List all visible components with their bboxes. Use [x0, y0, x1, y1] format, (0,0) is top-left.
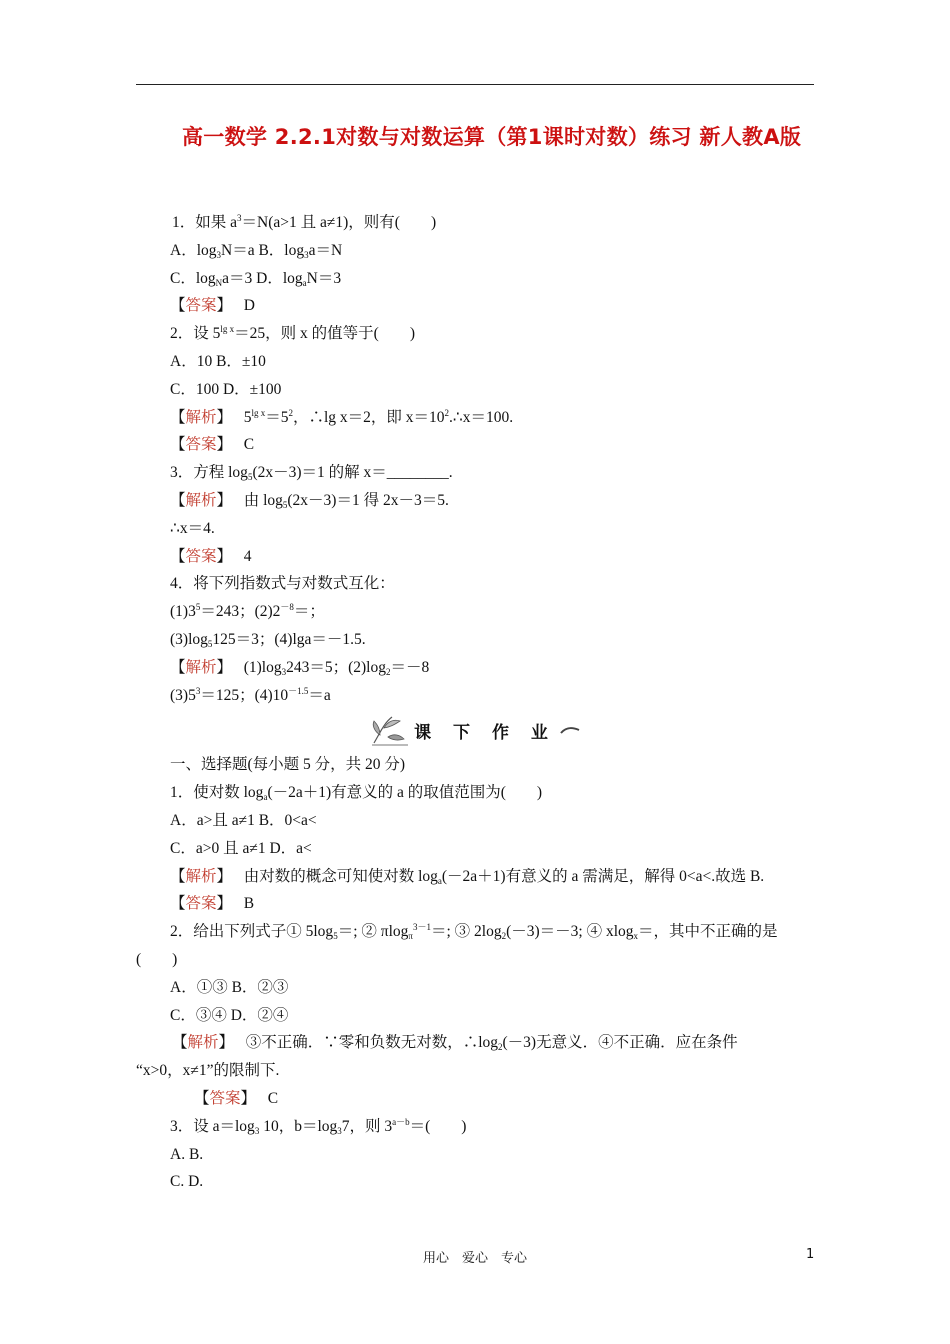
- banner-text: 课 下 作 业: [414, 722, 556, 743]
- q4-line1: $(1)3^5=243$；$(2)2^{-8}=$；: [170, 602, 325, 621]
- h1-options-cd: C．a>0 且 a≠1 D．a<: [170, 839, 312, 857]
- q4-stem: 4．将下列指数式与对数式互化：: [170, 575, 395, 593]
- h1-analysis: 【解析】 由对数的概念可知使对数 $\log_a(-2a+1)$有意义的 a 需满足，解得 0<a<.故选 B.: [170, 867, 765, 886]
- q2-options-cd: C．100 D．±100: [170, 380, 282, 398]
- h2-options-ab: A．①③ B．②③: [170, 978, 289, 996]
- q1-answer: 【答案】 D: [170, 297, 255, 315]
- section-heading: 一、选择题(每小题 5 分，共 20 分): [170, 756, 406, 774]
- h2-stem-cont: ( ): [136, 950, 178, 968]
- h1-answer: 【答案】 B: [170, 895, 255, 913]
- h3-options-cd: C. D.: [170, 1173, 204, 1191]
- footer-motto: 用心 爱心 专心: [422, 1251, 527, 1266]
- h2-stem: 2．给出下列式子① $5\log_5=$; ② πlog$_\pi^{3-1}$＝; ③ $2\log_2(-3)=-3$; ④ xlog$_x$＝，其中不正确的是: [170, 922, 778, 942]
- h2-options-cd: C．③④ D．②④: [170, 1006, 289, 1024]
- section-banner: [136, 709, 814, 751]
- q4-analysis: 【解析】 $(1)\log_3243=5$；$(2)\log_2=-8$: [170, 658, 430, 677]
- q3-answer: 【答案】 4: [170, 547, 252, 565]
- h3-options-ab: A. B.: [170, 1145, 204, 1163]
- page-title: 高一数学 2.2.1对数与对数运算（第1课时对数）练习 新人教A版: [182, 125, 802, 149]
- page-number: 1: [806, 1247, 815, 1262]
- q3-stem: 3．方程 $\log_5(2x-3)=1$ 的解 x＝________.: [170, 464, 453, 483]
- brush-stroke-icon: [560, 725, 580, 735]
- q2-answer: 【答案】 C: [170, 436, 255, 454]
- h3-stem: 3．设 $a=\log_3$ 10，$b=\log_37$，则 $3^{a-b}=$( ): [170, 1116, 467, 1136]
- q3-analysis: 【解析】 由 $\log_5(2x-3)=1$ 得 2x－3＝5.: [170, 491, 449, 510]
- h1-options-ab: A．a>且 a≠1 B．0<a<: [170, 811, 317, 829]
- header-rule: [136, 84, 814, 85]
- plant-icon: [370, 713, 410, 747]
- q1-options-cd: C．$\log_Na=3$ D．$\log_aN=3$: [170, 269, 342, 288]
- q4-line2: $(3)\log_5125=3$；(4)lga＝－1.5.: [170, 630, 366, 649]
- q3-analysis-cont: ∴x＝4.: [170, 519, 215, 537]
- h2-analysis: 【解析】 ③不正确．∵零和负数无对数，$\therefore\log_2(-3)$无意义．④不正确．应在条件: [172, 1034, 738, 1053]
- h1-stem: 1．使对数 $\log_a(-2a+1)$有意义的 a 的取值范围为( ): [170, 784, 543, 803]
- q2-options-ab: A．10 B．±10: [170, 352, 266, 370]
- q4-analysis-cont: $(3)5^3=125$；$(4)10^{-1.5}=a$: [170, 685, 331, 704]
- h2-analysis-cont: “x>0，x≠1”的限制下.: [136, 1062, 280, 1080]
- q1-stem: 1．如果 $a^3=N(a>1$ 且 a≠1)，则有( ): [172, 213, 437, 231]
- document-body: [136, 209, 814, 1196]
- q2-analysis: 【解析】 $5^{lg x}=5^2$，∴lg x＝2，即 $x=10^2.\therefore x=100$.: [170, 407, 514, 426]
- h2-answer: 【答案】 C: [194, 1089, 279, 1107]
- q1-options-ab: A．$\log_3N=a$ B．$\log_3a=N$: [170, 241, 343, 260]
- q2-stem: 2．设 $5^{lg x}=25$，则 x 的值等于( ): [170, 324, 415, 343]
